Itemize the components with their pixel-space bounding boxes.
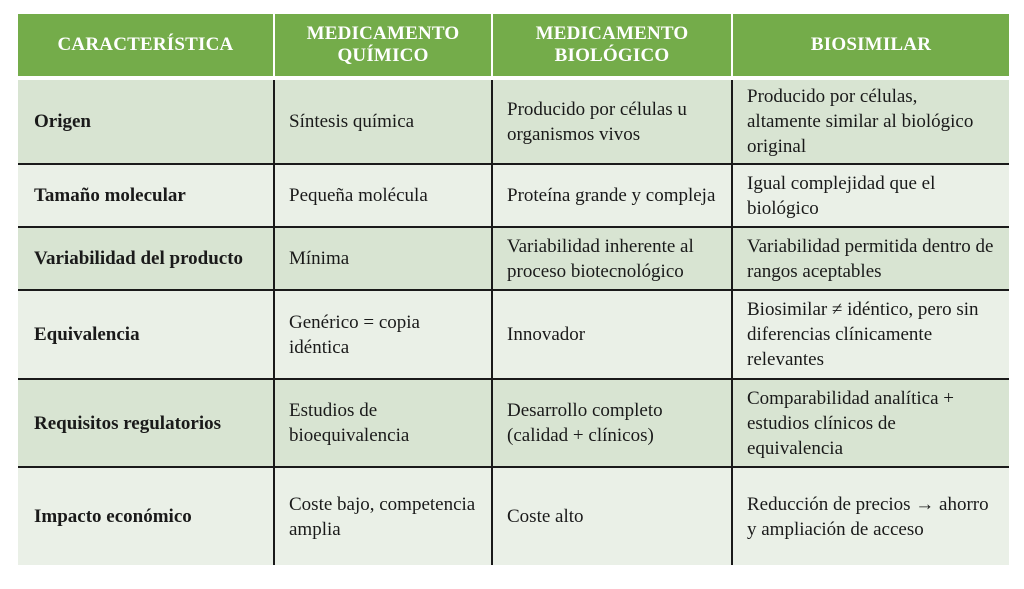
header-medicamento-quimico: MEDICAMENTO QUÍMICO bbox=[274, 14, 492, 78]
row-label-impacto: Impacto económico bbox=[18, 467, 274, 565]
row-label-origen: Origen bbox=[18, 78, 274, 164]
table-cell: Igual complejidad que el biológico bbox=[732, 164, 1009, 227]
table-row bbox=[18, 290, 1009, 379]
table-row bbox=[18, 379, 1009, 467]
table-cell: Biosimilar ≠ idéntico, pero sin diferencias clínicamente relevantes bbox=[732, 290, 1009, 379]
table-cell: Proteína grande y compleja bbox=[492, 164, 732, 227]
table-cell: Producido por células, altamente similar al biológico original bbox=[732, 78, 1009, 164]
table-cell: Mínima bbox=[274, 227, 492, 290]
table-cell: Coste bajo, competencia amplia bbox=[274, 467, 492, 565]
row-label-tamano-molecular: Tamaño molecular bbox=[18, 164, 274, 227]
table-cell: Coste alto bbox=[492, 467, 732, 565]
header-biosimilar: BIOSIMILAR bbox=[732, 14, 1009, 78]
table-cell: Pequeña molécula bbox=[274, 164, 492, 227]
table-row bbox=[18, 467, 1009, 565]
row-label-variabilidad: Variabilidad del producto bbox=[18, 227, 274, 290]
row-label-equivalencia: Equivalencia bbox=[18, 290, 274, 379]
table-cell: Variabilidad inherente al proceso biotecnológico bbox=[492, 227, 732, 290]
table-cell: Comparabilidad analítica + estudios clínicos de equivalencia bbox=[732, 379, 1009, 467]
table-cell: Innovador bbox=[492, 290, 732, 379]
table-row bbox=[18, 227, 1009, 290]
comparison-table-container bbox=[18, 14, 1009, 565]
table-cell: Producido por células u organismos vivos bbox=[492, 78, 732, 164]
row-label-requisitos: Requisitos regulatorios bbox=[18, 379, 274, 467]
header-caracteristica: CARACTERÍSTICA bbox=[18, 14, 274, 78]
table-row bbox=[18, 78, 1009, 164]
header-medicamento-biologico: MEDICAMENTO BIOLÓGICO bbox=[492, 14, 732, 78]
table-cell: Estudios de bioequivalencia bbox=[274, 379, 492, 467]
table-cell: Variabilidad permitida dentro de rangos aceptables bbox=[732, 227, 1009, 290]
header-row bbox=[18, 14, 1009, 78]
table-cell: Desarrollo completo (calidad + clínicos) bbox=[492, 379, 732, 467]
table-cell: Genérico = copia idéntica bbox=[274, 290, 492, 379]
table-cell: Síntesis química bbox=[274, 78, 492, 164]
table-cell: Reducción de precios → ahorro y ampliación de acceso bbox=[732, 467, 1009, 565]
table-row bbox=[18, 164, 1009, 227]
comparison-table bbox=[18, 14, 1009, 565]
